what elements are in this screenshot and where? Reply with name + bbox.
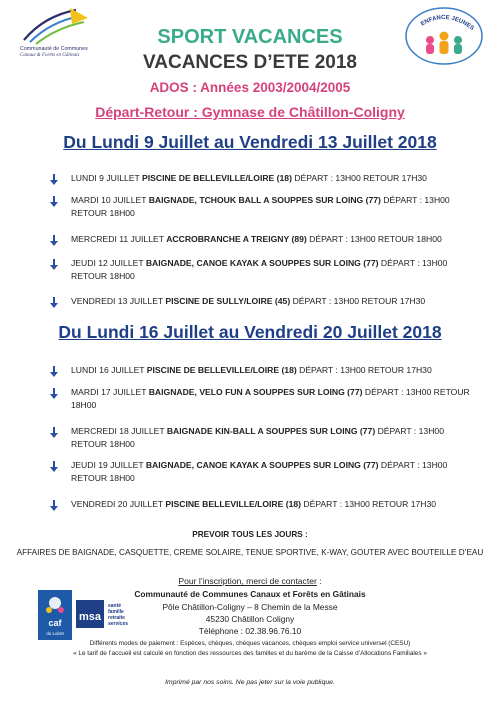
msa-logo: [76, 598, 146, 630]
activity-text: LUNDI 9 JUILLET PISCINE DE BELLEVILLE/LOIRE (18) DÉPART : 13H00 RETOUR 17H30: [71, 173, 427, 183]
cc-logo-name: Communauté de Communes: [20, 46, 88, 52]
activity-text: JEUDI 12 JUILLET BAIGNADE, CANOE KAYAK A SOUPPES SUR LOING (77) DÉPART : 13H00 RETOUR 18H00: [71, 258, 448, 281]
payment-methods: Différents modes de paiement : Espèces, chèques, chèques vacances, chèques emploi service universel (CESU): [89, 640, 411, 647]
caf-logo-text: caf: [48, 618, 62, 628]
svg-text:services: services: [108, 621, 129, 627]
week-1-title: Du Lundi 9 Juillet au Vendredi 13 Juillet 2018: [63, 132, 437, 152]
svg-text:retraite: retraite: [108, 615, 125, 621]
svg-text:famille: famille: [108, 609, 124, 615]
arrow-down-icon: [50, 196, 58, 207]
arrow-down-icon: [50, 259, 58, 270]
arrow-down-icon: [50, 388, 58, 399]
activity-text: JEUDI 19 JUILLET BAIGNADE, CANOE KAYAK A SOUPPES SUR LOING (77) DÉPART : 13H00 RETOUR 18H00: [71, 460, 448, 483]
contact-address-1: Pôle Châtillon-Coligny – 8 Chemin de la Messe: [162, 602, 338, 612]
contact-phone: Téléphone : 02.38.96.76.10: [198, 626, 302, 636]
ej-logo-text: ENFANCE JEUNES: [420, 14, 475, 32]
sub-title: VACANCES D’ETE 2018: [143, 52, 357, 73]
contact-org: Communauté de Communes Canaux et Forêts en Gâtinais: [134, 589, 366, 599]
prevoir-text: AFFAIRES DE BAIGNADE, CASQUETTE, CREME SOLAIRE, TENUE SPORTIVE, K-WAY, GOUTER AVEC BOUTEILLE D’EAU: [16, 548, 484, 557]
msa-logo-text: msa: [78, 611, 102, 623]
arrow-down-icon: [50, 461, 58, 472]
arrow-down-icon: [50, 174, 58, 185]
arrow-down-icon: [50, 427, 58, 438]
svg-text:santé: santé: [108, 603, 122, 609]
arrow-down-icon: [50, 235, 58, 246]
activity-text: MARDI 10 JUILLET BAIGNADE, TCHOUK BALL A SOUPPES SUR LOING (77) DÉPART : 13H00 RETOUR 18H00: [71, 195, 450, 218]
tarif-note: « Le tarif de l’accueil est calculé en fonction des ressources des familles et du barème de la Caisse d’Allocations Familiales »: [73, 650, 427, 657]
contact-heading: Pour l’inscription, merci de contacter :: [178, 576, 322, 586]
activity-text: VENDREDI 20 JUILLET PISCINE BELLEVILLE/LOIRE (18) DÉPART : 13H00 RETOUR 17H30: [71, 499, 437, 509]
activity-text: MERCREDI 18 JUILLET BAIGNADE KIN-BALL A SOUPPES SUR LOING (77) DÉPART : 13H00 RETOUR 18H00: [71, 426, 444, 449]
arrow-down-icon: [50, 500, 58, 511]
arrow-down-icon: [50, 297, 58, 308]
main-title: SPORT VACANCES: [157, 26, 343, 48]
print-footer: Imprimé par nos soins. Ne pas jeter sur la voie publique.: [165, 679, 335, 686]
activity-text: MARDI 17 JUILLET BAIGNADE, VELO FUN A SOUPPES SUR LOING (77) DÉPART : 13H00 RETOUR 18H00: [71, 387, 470, 410]
prevoir-heading: PREVOIR TOUS LES JOURS :: [192, 530, 308, 539]
activity-text: VENDREDI 13 JUILLET PISCINE DE SULLY/LOIRE (45) DÉPART : 13H00 RETOUR 17H30: [71, 296, 426, 306]
week-2-title: Du Lundi 16 Juillet au Vendredi 20 Juillet 2018: [58, 322, 442, 342]
contact-address-2: 45230 Châtillon Coligny: [205, 614, 295, 624]
cc-logo-tagline: Canaux & Forêts en Gâtinais: [20, 53, 80, 58]
departure-location: Départ-Retour : Gymnase de Châtillon-Coligny: [95, 104, 405, 120]
age-group: ADOS : Années 2003/2004/2005: [149, 80, 351, 95]
caf-logo-subtext: du Loiret: [46, 631, 64, 636]
caf-logo: [38, 590, 72, 640]
arrow-down-icon: [50, 366, 58, 377]
activity-text: MERCREDI 11 JUILLET ACCROBRANCHE A TREIGNY (89) DÉPART : 13H00 RETOUR 18H00: [71, 234, 442, 244]
activity-text: LUNDI 16 JUILLET PISCINE DE BELLEVILLE/LOIRE (18) DÉPART : 13H00 RETOUR 17H30: [71, 365, 432, 375]
